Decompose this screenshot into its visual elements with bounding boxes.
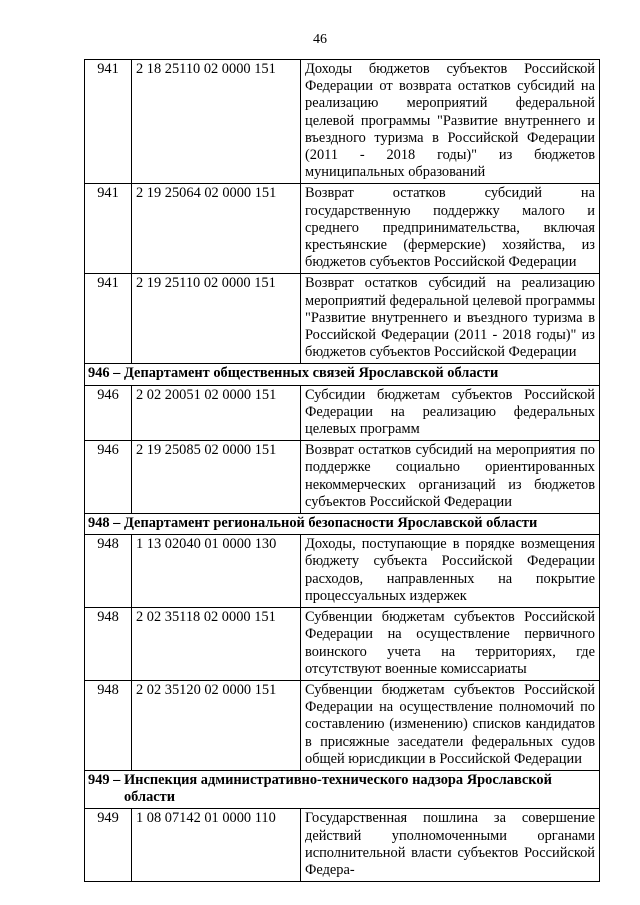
description-cell: Доходы, поступающие в порядке возмещения бюджету субъекта Российской Федерации расходов, направленных на покрытие процессуальных издержек xyxy=(301,535,600,608)
section-header-cell xyxy=(85,770,600,808)
budget-code-cell: 2 19 25064 02 0000 151 xyxy=(132,184,301,274)
admin-code-cell: 946 xyxy=(85,385,132,441)
table-row xyxy=(85,535,600,608)
description-cell: Субвенции бюджетам субъектов Российской Федерации на осуществление полномочий по составлению (изменению) списков кандидатов в присяжные заседатели федеральных судов общей юрисдикции в Российской Федерации xyxy=(301,680,600,770)
description-cell: Субвенции бюджетам субъектов Российской Федерации на осуществление первичного воинского учета на территориях, где отсутствуют военные комиссариаты xyxy=(301,608,600,681)
admin-code-cell: 948 xyxy=(85,680,132,770)
table-row xyxy=(85,184,600,274)
description-cell: Возврат остатков субсидий на государственную поддержку малого и среднего предпринимательства, включая крестьянские (фермерские) хозяйства, из бюджетов субъектов Российской Федерации xyxy=(301,184,600,274)
table-row xyxy=(85,680,600,770)
section-title: Департамент общественных связей Ярославской области xyxy=(123,365,499,382)
page-number: 46 xyxy=(313,32,327,47)
section-title: Департамент региональной безопасности Ярославской области xyxy=(123,515,538,532)
table-row xyxy=(85,608,600,681)
budget-code-cell: 2 18 25110 02 0000 151 xyxy=(132,60,301,184)
budget-classification-table xyxy=(84,59,600,882)
section-header-row xyxy=(85,364,600,385)
admin-code-cell: 946 xyxy=(85,441,132,514)
section-title: Инспекция административно-технического надзора Ярославской области xyxy=(123,771,552,806)
description-cell: Возврат остатков субсидий на мероприятия по поддержке социально ориентированных некоммерческих организаций из бюджетов субъектов Российской Федерации xyxy=(301,441,600,514)
budget-code-cell: 2 02 35118 02 0000 151 xyxy=(132,608,301,681)
table-row xyxy=(85,274,600,364)
budget-code-cell: 2 02 35120 02 0000 151 xyxy=(132,680,301,770)
admin-code-cell: 948 xyxy=(85,535,132,608)
description-cell: Доходы бюджетов субъектов Российской Федерации от возврата остатков субсидий на реализацию мероприятий федеральной целевой программы "Развитие внутреннего и въездного туризма в Российской Федерации (2011 - 2018 годы)" из бюджетов муниципальных образований xyxy=(301,60,600,184)
budget-code-cell: 2 02 20051 02 0000 151 xyxy=(132,385,301,441)
table-body xyxy=(85,60,600,882)
section-header-cell xyxy=(85,364,600,385)
budget-code-cell: 2 19 25085 02 0000 151 xyxy=(132,441,301,514)
admin-code-cell: 949 xyxy=(85,809,132,882)
description-cell: Субсидии бюджетам субъектов Российской Федерации на реализацию федеральных целевых программ xyxy=(301,385,600,441)
admin-code-cell: 941 xyxy=(85,274,132,364)
table-row xyxy=(85,809,600,882)
description-cell: Государственная пошлина за совершение действий уполномоченными органами исполнительной власти субъектов Российской Федера- xyxy=(301,809,600,882)
section-number: 949 – xyxy=(88,771,124,788)
section-header-row xyxy=(85,514,600,535)
admin-code-cell: 948 xyxy=(85,608,132,681)
table-row xyxy=(85,385,600,441)
budget-code-cell: 1 08 07142 01 0000 110 xyxy=(132,809,301,882)
table-row xyxy=(85,60,600,184)
table-row xyxy=(85,441,600,514)
budget-code-cell: 2 19 25110 02 0000 151 xyxy=(132,274,301,364)
section-number: 948 – xyxy=(88,515,124,532)
budget-code-cell: 1 13 02040 01 0000 130 xyxy=(132,535,301,608)
description-cell: Возврат остатков субсидий на реализацию мероприятий федеральной целевой программы "Развитие внутреннего и въездного туризма в Российской Федерации (2011 - 2018 годы)" из бюджетов субъектов Российской Федерации xyxy=(301,274,600,364)
admin-code-cell: 941 xyxy=(85,60,132,184)
admin-code-cell: 941 xyxy=(85,184,132,274)
section-number: 946 – xyxy=(88,365,124,382)
section-header-row xyxy=(85,770,600,808)
section-header-cell xyxy=(85,514,600,535)
